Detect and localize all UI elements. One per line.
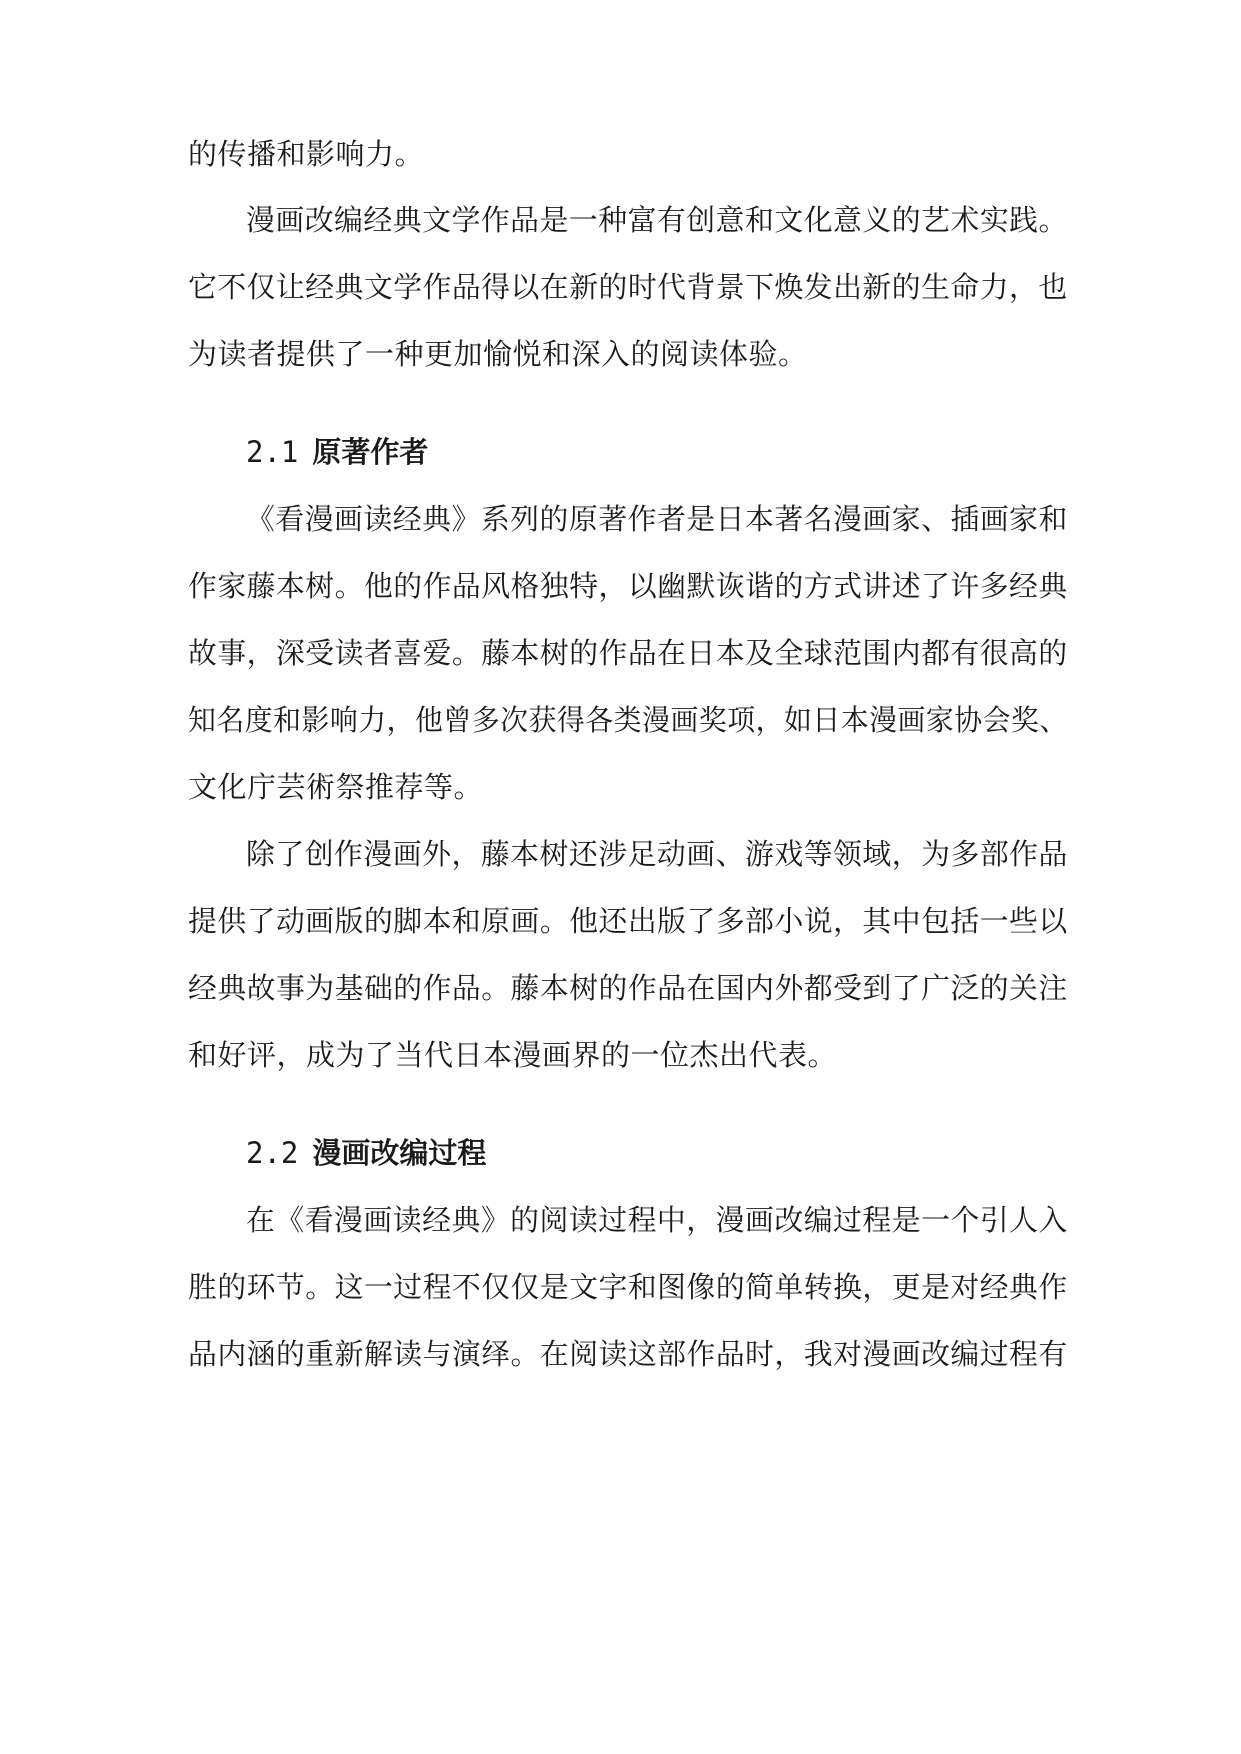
section-2-2-number: 2.2 — [246, 1136, 299, 1170]
section-2-1-title: 原著作者 — [312, 435, 429, 469]
section-2-2-p1-line-1: 在《看漫画读经典》的阅读过程中，漫画改编过程是一个引人入 — [246, 1203, 1068, 1237]
section-2-2-p1-line-2: 胜的环节。这一过程不仅仅是文字和图像的简单转换，更是对经典作 — [188, 1270, 1068, 1304]
section-2-1-p2-line-4: 和好评，成为了当代日本漫画界的一位杰出代表。 — [188, 1038, 838, 1072]
section-2-1-p1-line-4: 知名度和影响力，他曾多次获得各类漫画奖项，如日本漫画家协会奖、 — [188, 703, 1068, 737]
section-2-1-p1-line-3: 故事，深受读者喜爱。藤本树的作品在日本及全球范围内都有很高的 — [188, 636, 1068, 670]
paragraph-intro-tail-line-1: 的传播和影响力。 — [188, 137, 425, 171]
section-2-1-number: 2.1 — [246, 435, 299, 469]
section-2-1-p1-line-2: 作家藤本树。他的作品风格独特，以幽默诙谐的方式讲述了许多经典 — [188, 569, 1068, 603]
section-2-1-heading — [246, 432, 428, 472]
paragraph-summary-line-2: 它不仅让经典文学作品得以在新的时代背景下焕发出新的生命力，也 — [188, 270, 1068, 304]
section-2-1-p2-line-2: 提供了动画版的脚本和原画。他还出版了多部小说，其中包括一些以 — [188, 904, 1068, 938]
section-2-2-heading — [246, 1133, 486, 1173]
paragraph-summary-line-3: 为读者提供了一种更加愉悦和深入的阅读体验。 — [188, 337, 808, 371]
paragraph-summary-line-1: 漫画改编经典文学作品是一种富有创意和文化意义的艺术实践。 — [246, 203, 1068, 237]
section-2-1-p1-line-5: 文化庁芸術祭推荐等。 — [188, 770, 484, 804]
section-2-2-p1-line-3: 品内涵的重新解读与演绎。在阅读这部作品时，我对漫画改编过程有 — [188, 1337, 1068, 1371]
section-2-1-p2-line-3: 经典故事为基础的作品。藤本树的作品在国内外都受到了广泛的关注 — [188, 971, 1068, 1005]
section-2-1-p2-line-1: 除了创作漫画外，藤本树还涉足动画、游戏等领域，为多部作品 — [246, 837, 1068, 871]
section-2-2-title: 漫画改编过程 — [312, 1136, 487, 1170]
section-2-1-p1-line-1: 《看漫画读经典》系列的原著作者是日本著名漫画家、插画家和 — [246, 502, 1068, 536]
